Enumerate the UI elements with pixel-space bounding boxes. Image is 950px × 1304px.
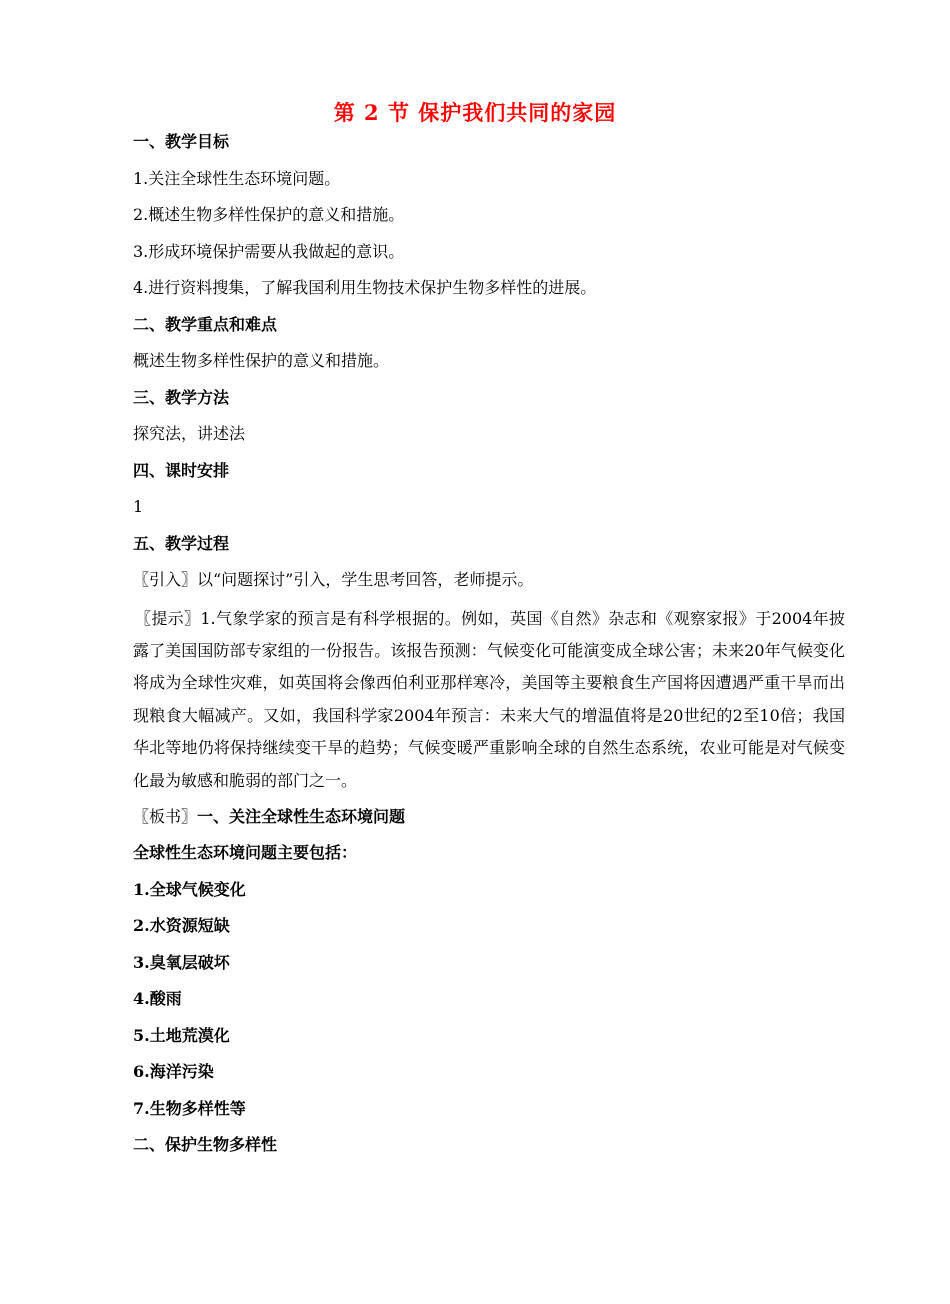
objective-item: 1.关注全球性生态环境问题。 — [133, 168, 341, 188]
board-prefix: 〖板书〗 — [133, 806, 198, 826]
intro-paragraph: 〖引入〗以“问题探讨”引入，学生思考回答，老师提示。 — [133, 570, 534, 589]
issue-item: 2.水资源短缺 — [133, 916, 230, 936]
methods-text: 探究法，讲述法 — [133, 424, 246, 443]
objective-item: 3.形成环境保护需要从我做起的意识。 — [133, 241, 405, 261]
issue-item: 6.海洋污染 — [133, 1062, 214, 1082]
objective-item: 2.概述生物多样性保护的意义和措施。 — [133, 205, 405, 224]
issue-item: 3.臭氧层破坏 — [133, 952, 230, 972]
key-points-text: 概述生物多样性保护的意义和措施。 — [133, 351, 390, 370]
issue-item: 7.生物多样性等 — [133, 1098, 246, 1118]
page-title: 第 2 节 保护我们共同的家园 — [333, 100, 617, 125]
section-heading-schedule: 四、课时安排 — [133, 460, 230, 480]
section-heading-objectives: 一、教学目标 — [133, 132, 230, 151]
objective-item: 4.进行资料搜集，了解我国利用生物技术保护生物多样性的进展。 — [133, 278, 597, 297]
document-body — [133, 124, 845, 1164]
issue-item: 5.土地荒漠化 — [133, 1025, 230, 1045]
section-heading-process: 五、教学过程 — [133, 533, 230, 553]
section-heading-biodiversity: 二、保护生物多样性 — [133, 1135, 278, 1155]
board-line — [133, 799, 845, 836]
issue-item: 4.酸雨 — [133, 989, 182, 1009]
section-heading-methods: 三、教学方法 — [133, 387, 230, 407]
issues-heading: 全球性生态环境问题主要包括： — [133, 843, 358, 863]
hint-paragraph: 〖提示〗1.气象学家的预言是有科学根据的。例如，英国《自然》杂志和《观察家报》于2004年披露了美国国防部专家组的一份报告。该报告预测：气候变化可能演变成全球公害；未来20年气候变化将成为全球性灾难，如英国将会像西伯利亚那样寒冷，美国等主要粮食生产国将因遭遇严重干旱而出现粮食大幅减产。又如，我国科学家2004年预言：未来大气的增温值将是20世纪的2至10倍；我国华北等地仍将保持继续变干旱的趋势；气候变暖严重影响全球的自然生态系统，农业可能是对气候变化最为敏感和脆弱的部门之一。 — [133, 608, 845, 790]
section-heading-key-points: 二、教学重点和难点 — [133, 314, 278, 334]
issue-item: 1.全球气候变化 — [133, 879, 246, 899]
board-heading: 一、关注全球性生态环境问题 — [197, 806, 406, 826]
schedule-text: 1 — [133, 497, 144, 516]
